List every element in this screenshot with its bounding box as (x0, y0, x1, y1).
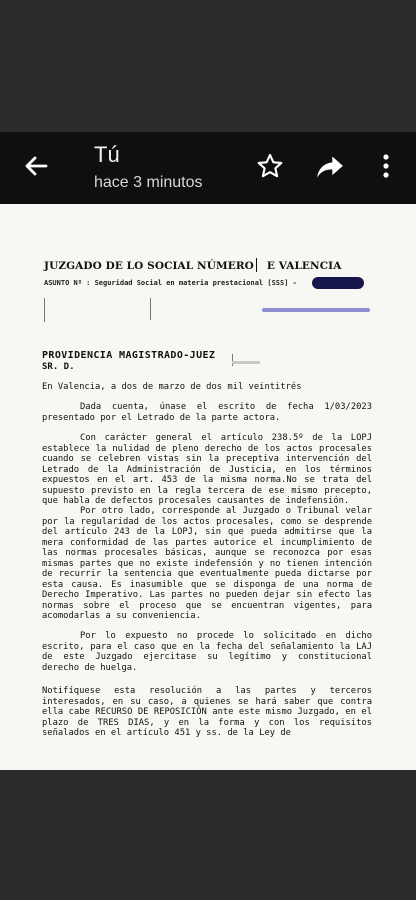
app-bar (0, 132, 416, 204)
paragraph-2: Con carácter general el artículo 238.5º de la LOPJ establece la nulidad de pleno derecho de los actos procesales cuando se celebren vistas sin la preceptiva intervención del Letrado de la Administración de Justicia, en los términos expuestos en el art. 453 de la misma norma.No se trata del supuesto previsto en la regla tercera de ese mismo precepto, que habla de defectos procesales causantes de indefensión. (42, 433, 372, 506)
redaction-line (262, 308, 370, 312)
redaction-mark (150, 298, 151, 320)
providencia-heading: PROVIDENCIA MAGISTRADO-JUEZ (42, 350, 216, 361)
recipient-line: SR. D. (42, 362, 75, 372)
star-icon[interactable] (256, 152, 284, 180)
paragraph-5: Notifíquese esta resolución a las partes y terceros interesados, en su caso, a quienes se hará saber que contra ella cabe RECURSO DE REPOSICIÓN ante este mismo Juzgado, en el plazo de TRES DIAS, y en la forma y con los requisitos señalados en el artículo 451 y ss. de la Ley de (42, 686, 372, 738)
document-image[interactable] (0, 204, 416, 770)
more-vert-icon[interactable] (380, 152, 392, 180)
date-line: En Valencia, a dos de marzo de dos mil veintitrés (42, 382, 302, 392)
court-name (44, 258, 341, 272)
redaction-mark (256, 258, 257, 272)
paragraph-3: Por otro lado, corresponde al Juzgado o Tribunal velar por la regularidad de los actos procesales, como se desprende del artículo 243 de la LOPJ, sin que pueda admitirse que la mera conformidad de las partes autorice el incumplimiento de las normas procesales básicas, aunque se reconozca por esas mismas partes que no existe indefensión y no tienen intención de recurrir la sentencia que eventualmente pueda dictarse por esta causa. Es inasumible que se disponga de una norma de Derecho Imperativo. Las partes no pueden dejar sin efecto las normas sobre el proceso que se encuentran vigentes, para acomodarlas a su conveniencia. (42, 506, 372, 621)
paragraph-4: Por lo expuesto no procede lo solicitado en dicho escrito, para el caso que en la fecha del señalamiento la LAJ de este Juzgado ejercitase su legítimo y constitucional derecho de huelga. (42, 631, 372, 673)
redaction-mark (232, 354, 233, 366)
asunto-line: ASUNTO Nº : Seguridad Social en materia prestacional [SSS] - (44, 279, 297, 287)
redaction-line (232, 361, 260, 364)
redaction-mark (44, 298, 45, 322)
redaction-blob (312, 277, 364, 289)
share-icon[interactable] (316, 154, 344, 180)
status-area (0, 0, 416, 132)
back-arrow-icon[interactable] (20, 150, 52, 182)
paragraph-1: Dada cuenta, únase el escrito de fecha 1/03/2023 presentado por el Letrado de la parte actora. (42, 402, 372, 423)
sender-name: Tú (94, 142, 120, 167)
court-name-part1: JUZGADO DE LO SOCIAL NÚMERO (44, 260, 254, 272)
bottom-area (0, 770, 416, 900)
court-name-part2: E VALENCIA (266, 260, 342, 272)
timestamp: hace 3 minutos (94, 174, 203, 191)
